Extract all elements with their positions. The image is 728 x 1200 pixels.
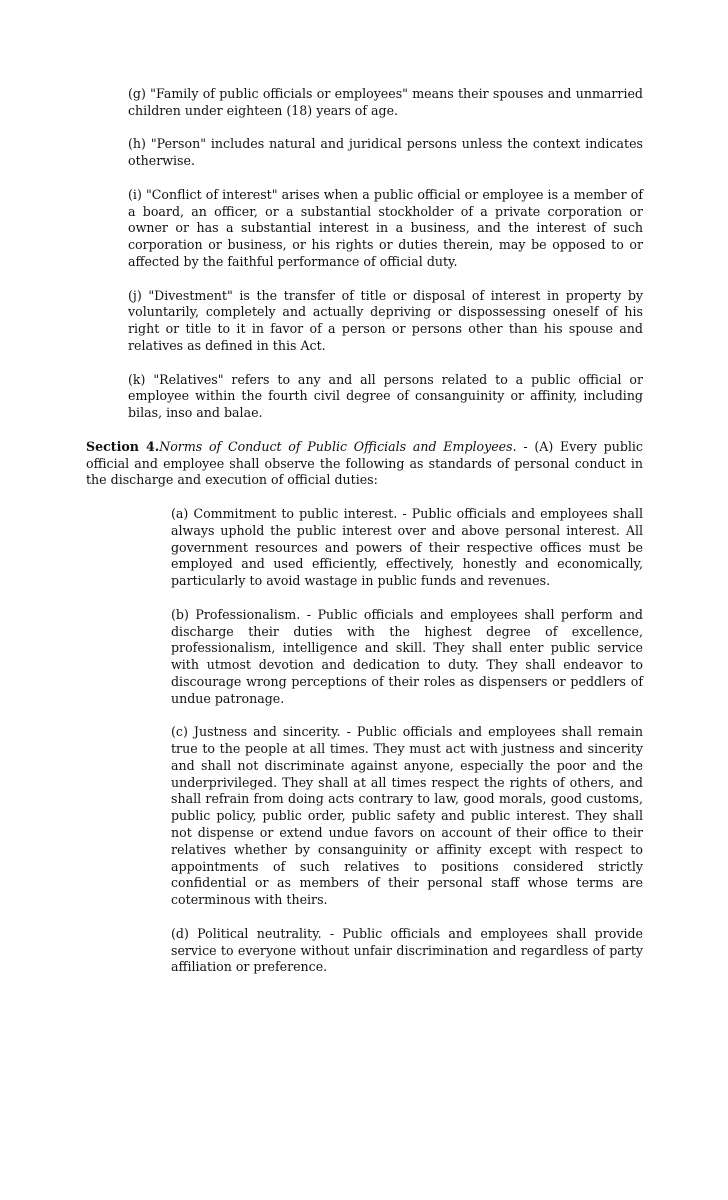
definition-divestment: (j) "Divestment" is the transfer of title or disposal of interest in property by voluntarily, completely and actually depriving or dispossessing oneself of his right or title to it in favor of a person or persons other than his spouse and relatives as defined in this Act.	[128, 287, 643, 353]
definition-family-of-public-officials: (g) "Family of public officials or employees" means their spouses and unmarried children under eighteen (18) years of age.	[128, 86, 643, 118]
definitions-list	[0, 0, 728, 422]
section-title: Norms of Conduct of Public Officials and Employees.	[159, 438, 517, 454]
section-4-heading-paragraph	[0, 439, 728, 489]
definition-person: (h) "Person" includes natural and juridical persons unless the context indicates otherwise.	[128, 136, 643, 169]
standard-commitment-to-public-interest: (a) Commitment to public interest. - Public officials and employees shall always uphold the public interest over and above personal interest. All government resources and powers of their respective offices must be employed and used efficiently, effectively, honestly and economically, particularly to avoid wastage in public funds and revenues.	[171, 505, 643, 589]
standard-professionalism: (b) Professionalism. - Public officials and employees shall perform and discharge their duties with the highest degree of excellence, professionalism, intelligence and skill. They shall enter public service with utmost devotion and dedication to duty. They shall endeavor to discourage wrong perceptions of their roles as dispensers or peddlers of undue patronage.	[171, 606, 643, 706]
standard-political-neutrality: (d) Political neutrality. - Public officials and employees shall provide service to everyone without unfair discrimination and regardless of party affiliation or preference.	[171, 925, 643, 975]
section-intro: - (A) Every public official and employee shall observe the following as standards of personal conduct in the discharge and execution of official duties:	[86, 438, 643, 488]
section-number: Section 4.	[86, 438, 160, 454]
standard-justness-and-sincerity: (c) Justness and sincerity. - Public officials and employees shall remain true to the people at all times. They must act with justness and sincerity and shall not discriminate against anyone, especially the poor and the underprivileged. They shall at all times respect the rights of others, and shall refrain from doing acts contrary to law, good morals, good customs, public policy, public order, public safety and public interest. They shall not dispense or extend undue favors on account of their office to their relatives whether by consanguinity or affinity except with respect to appointments of such relatives to positions considered strictly confidential or as members of their personal staff whose terms are coterminous with theirs.	[171, 724, 643, 908]
definition-relatives: (k) "Relatives" refers to any and all persons related to a public official or employee within the fourth civil degree of consanguinity or affinity, including bilas, inso and balae.	[128, 371, 643, 421]
definition-conflict-of-interest: (i) "Conflict of interest" arises when a public official or employee is a member of a board, an officer, or a substantial stockholder of a private corporation or owner or has a substantial interest in a business, and the interest of such corporation or business, or his rights or duties therein, may be opposed to or affected by the faithful performance of official duty.	[128, 186, 643, 269]
standards-list	[0, 506, 728, 976]
